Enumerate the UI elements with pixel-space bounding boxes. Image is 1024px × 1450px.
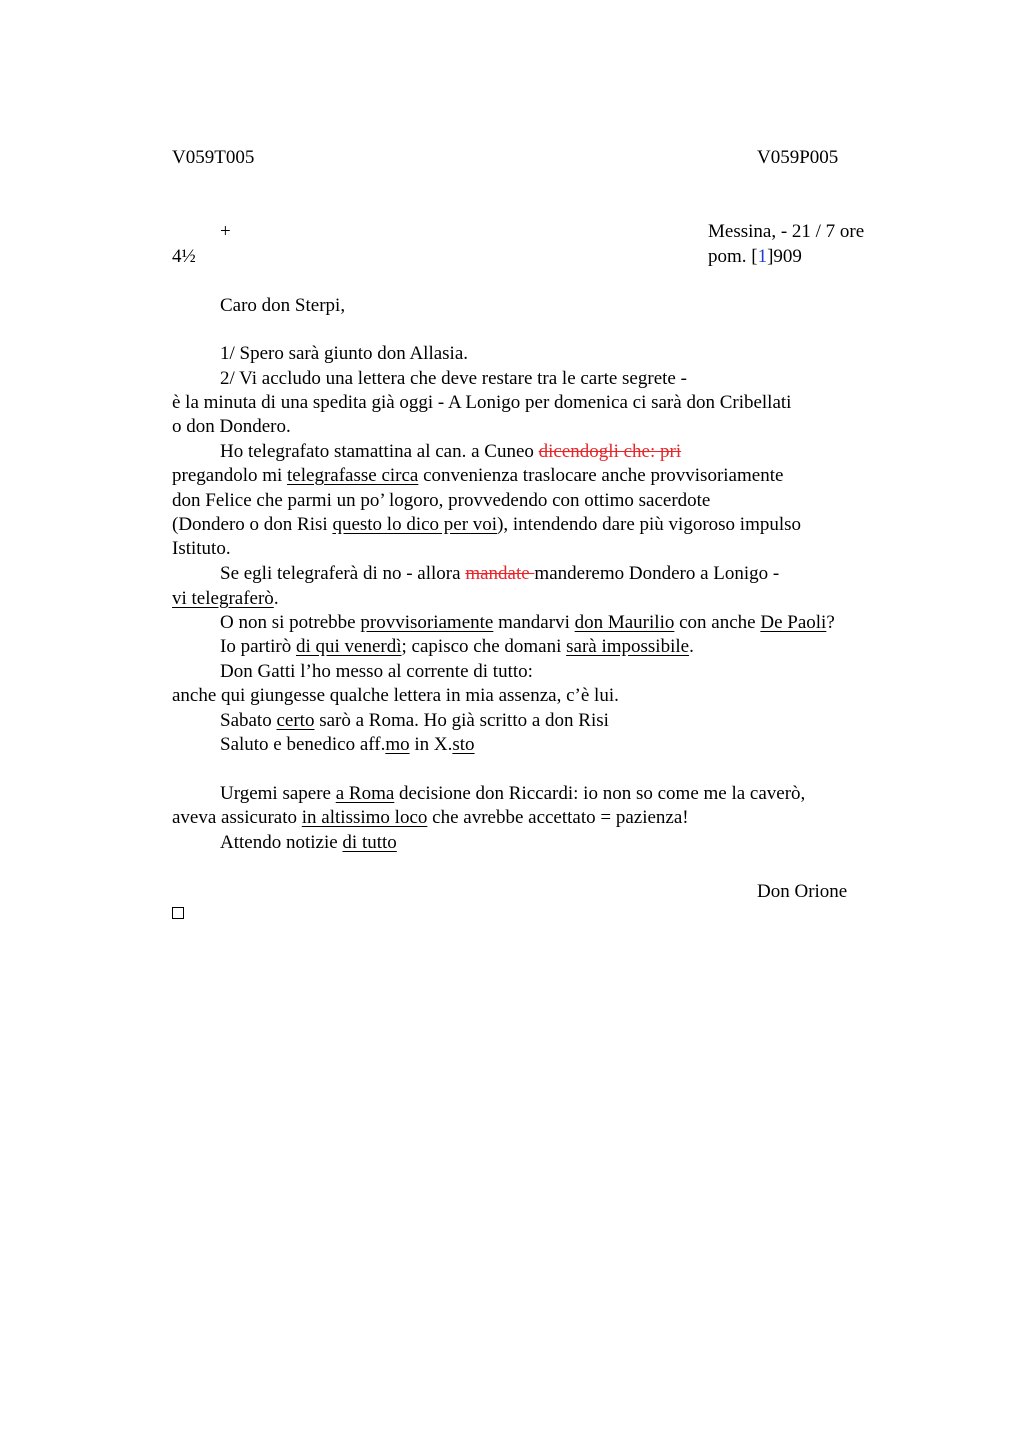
body-line: don Felice che parmi un po’ logoro, provvedendo con ottimo sacerdote <box>172 490 711 511</box>
underlined-text: di tutto <box>342 832 397 853</box>
body-line: 2/ Vi accludo una lettera che deve restare tra le carte segrete - <box>220 368 687 389</box>
underlined-text: in altissimo loco <box>301 807 428 828</box>
cross-symbol: + <box>220 221 231 242</box>
empty-square-icon <box>172 907 184 919</box>
left-document-code: V059T005 <box>172 147 255 168</box>
place-date-line2: pom. [1]909 <box>708 246 802 267</box>
editorial-bracket-number: 1 <box>757 246 768 267</box>
body-line: Ho telegrafato stamattina al can. a Cuneo dicendogli che: pri <box>220 441 682 462</box>
body-line: 1/ Spero sarà giunto don Allasia. <box>220 343 469 364</box>
body-line: Sabato certo sarò a Roma. Ho già scritto a don Risi <box>220 710 609 731</box>
postscript-line: aveva assicurato in altissimo loco che avrebbe accettato = pazienza! <box>172 807 689 828</box>
underlined-text: questo lo dico per voi <box>332 514 498 535</box>
underlined-text: provvisoriamente <box>360 612 494 633</box>
underlined-text: mo <box>385 734 410 755</box>
body-line: Saluto e benedico aff.mo in X.sto <box>220 734 475 755</box>
underlined-text: vi telegraferò <box>172 588 274 609</box>
body-line: Istituto. <box>172 538 231 559</box>
underlined-text: di qui venerdì <box>295 636 402 657</box>
time-rest: 4½ <box>172 246 196 267</box>
salutation: Caro don Sterpi, <box>220 295 346 316</box>
body-line: pregandolo mi telegrafasse circa convenienza traslocare anche provvisoriamente <box>172 465 784 486</box>
signature: Don Orione <box>757 881 848 902</box>
struck-text: mandate <box>465 563 535 584</box>
right-document-code: V059P005 <box>757 147 839 168</box>
place-date-line1: Messina, - 21 / 7 ore <box>708 221 865 242</box>
struck-text: dicendogli che: pri <box>538 441 682 462</box>
body-line: anche qui giungesse qualche lettera in mia assenza, c’è lui. <box>172 685 619 706</box>
underlined-text: certo <box>276 710 315 731</box>
body-line: o don Dondero. <box>172 416 291 437</box>
body-line: Se egli telegraferà di no - allora mandate manderemo Dondero a Lonigo - <box>220 563 780 584</box>
postscript-line: Urgemi sapere a Roma decisione don Riccardi: io non so come me la caverò, <box>220 783 806 804</box>
body-line: Io partirò di qui venerdì; capisco che domani sarà impossibile. <box>220 636 694 657</box>
body-line: (Dondero o don Risi questo lo dico per voi), intendendo dare più vigoroso impulso <box>172 514 802 535</box>
underlined-text: telegrafasse circa <box>287 465 419 486</box>
underlined-text: a Roma <box>335 783 395 804</box>
body-line: Don Gatti l’ho messo al corrente di tutto: <box>220 661 533 682</box>
body-line: vi telegraferò. <box>172 588 279 609</box>
underlined-text: sarà impossibile <box>566 636 690 657</box>
underlined-text: sto <box>452 734 475 755</box>
underlined-text: don Maurilio <box>574 612 675 633</box>
body-line: O non si potrebbe provvisoriamente mandarvi don Maurilio con anche De Paoli? <box>220 612 835 633</box>
body-line: è la minuta di una spedita già oggi - A Lonigo per domenica ci sarà don Cribellati <box>172 392 792 413</box>
postscript-line: Attendo notizie di tutto <box>220 832 397 853</box>
underlined-text: De Paoli <box>760 612 827 633</box>
